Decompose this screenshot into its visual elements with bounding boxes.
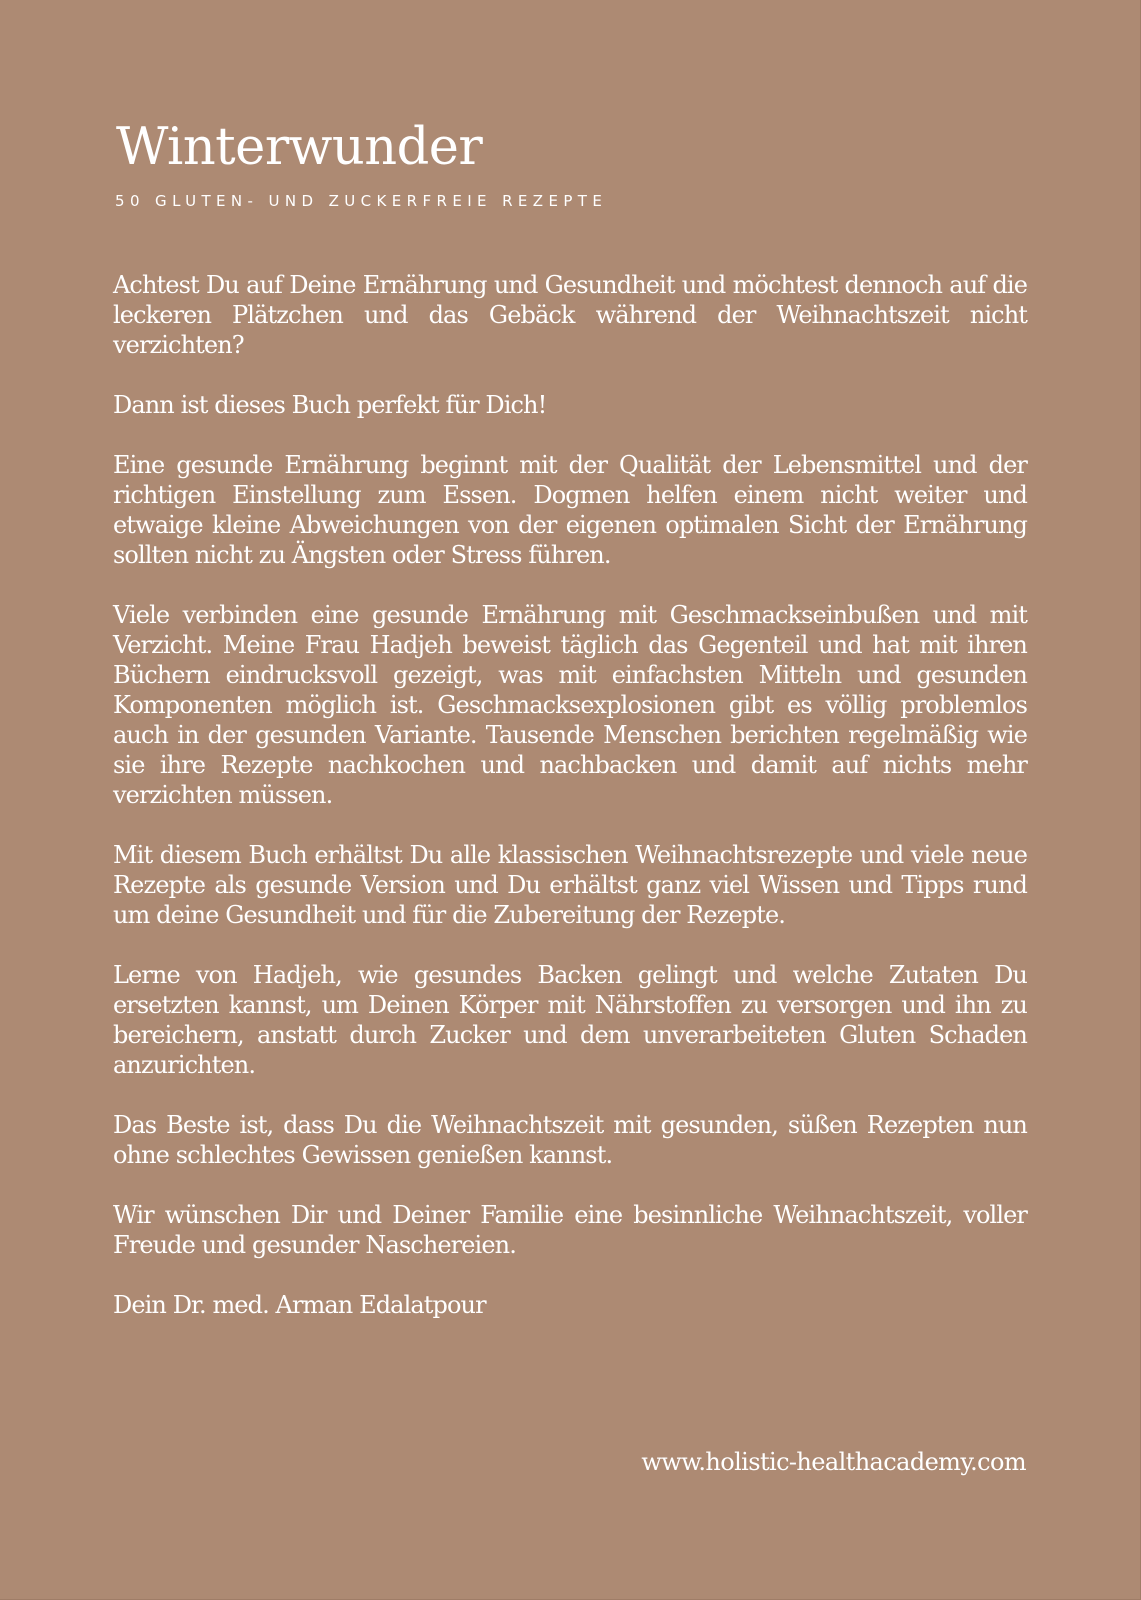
paragraph-learn-baking: Lerne von Hadjeh, wie gesundes Backen gelingt und welche Zutaten Du ersetzten kannst, um Deinen Körper mit Nährstoffen zu versorgen und ihn zu bereichern, anstatt durch Zucker und dem unverarbeiteten Gluten Schaden anzurichten.	[113, 961, 1027, 1079]
book-subtitle: 50 GLUTEN- UND ZUCKERFREIE REZEPTE	[115, 192, 608, 210]
paragraph-book-perfect: Dann ist dieses Buch perfekt für Dich!	[113, 391, 547, 419]
paragraph-intro-question: Achtest Du auf Deine Ernährung und Gesundheit und möchtest dennoch auf die leckeren Plätzchen und das Gebäck während der Weihnachtszeit nicht verzichten?	[113, 271, 1027, 359]
paragraph-signature: Dein Dr. med. Arman Edalatpour	[113, 1291, 486, 1319]
website-link[interactable]: www.holistic-healthacademy.com	[641, 1448, 1026, 1476]
paragraph-book-contents: Mit diesem Buch erhältst Du alle klassischen Weihnachtsrezepte und viele neue Rezepte als gesunde Version und Du erhältst ganz viel Wissen und Tipps rund um deine Gesundheit und für die Zubereitung der Rezepte.	[113, 841, 1027, 929]
book-title: Winterwunder	[116, 118, 483, 177]
paragraph-healthy-nutrition: Eine gesunde Ernährung beginnt mit der Qualität der Lebensmittel und der richtigen Einstellung zum Essen. Dogmen helfen einem nicht weiter und etwaige kleine Abweichungen von der eigenen optimalen Sicht der Ernährung sollten nicht zu Ängsten oder Stress führen.	[113, 451, 1027, 569]
paragraph-wishes: Wir wünschen Dir und Deiner Familie eine besinnliche Weihnachtszeit, voller Freude und gesunder Naschereien.	[113, 1201, 1027, 1259]
paragraph-best-part: Das Beste ist, dass Du die Weihnachtszeit mit gesunden, süßen Rezepten nun ohne schlechtes Gewissen genießen kannst.	[113, 1111, 1027, 1169]
blurb-text	[113, 270, 1027, 1350]
paragraph-taste-and-renunciation: Viele verbinden eine gesunde Ernährung mit Geschmackseinbußen und mit Verzicht. Meine Frau Hadjeh beweist täglich das Gegenteil und hat mit ihren Büchern eindrucksvoll gezeigt, was mit einfachsten Mitteln und gesunden Komponenten möglich ist. Geschmacksexplosionen gibt es völlig problemlos auch in der gesunden Variante. Tausende Menschen berichten regelmäßig wie sie ihre Rezepte nachkochen und nachbacken und damit auf nichts mehr verzichten müssen.	[113, 601, 1027, 809]
